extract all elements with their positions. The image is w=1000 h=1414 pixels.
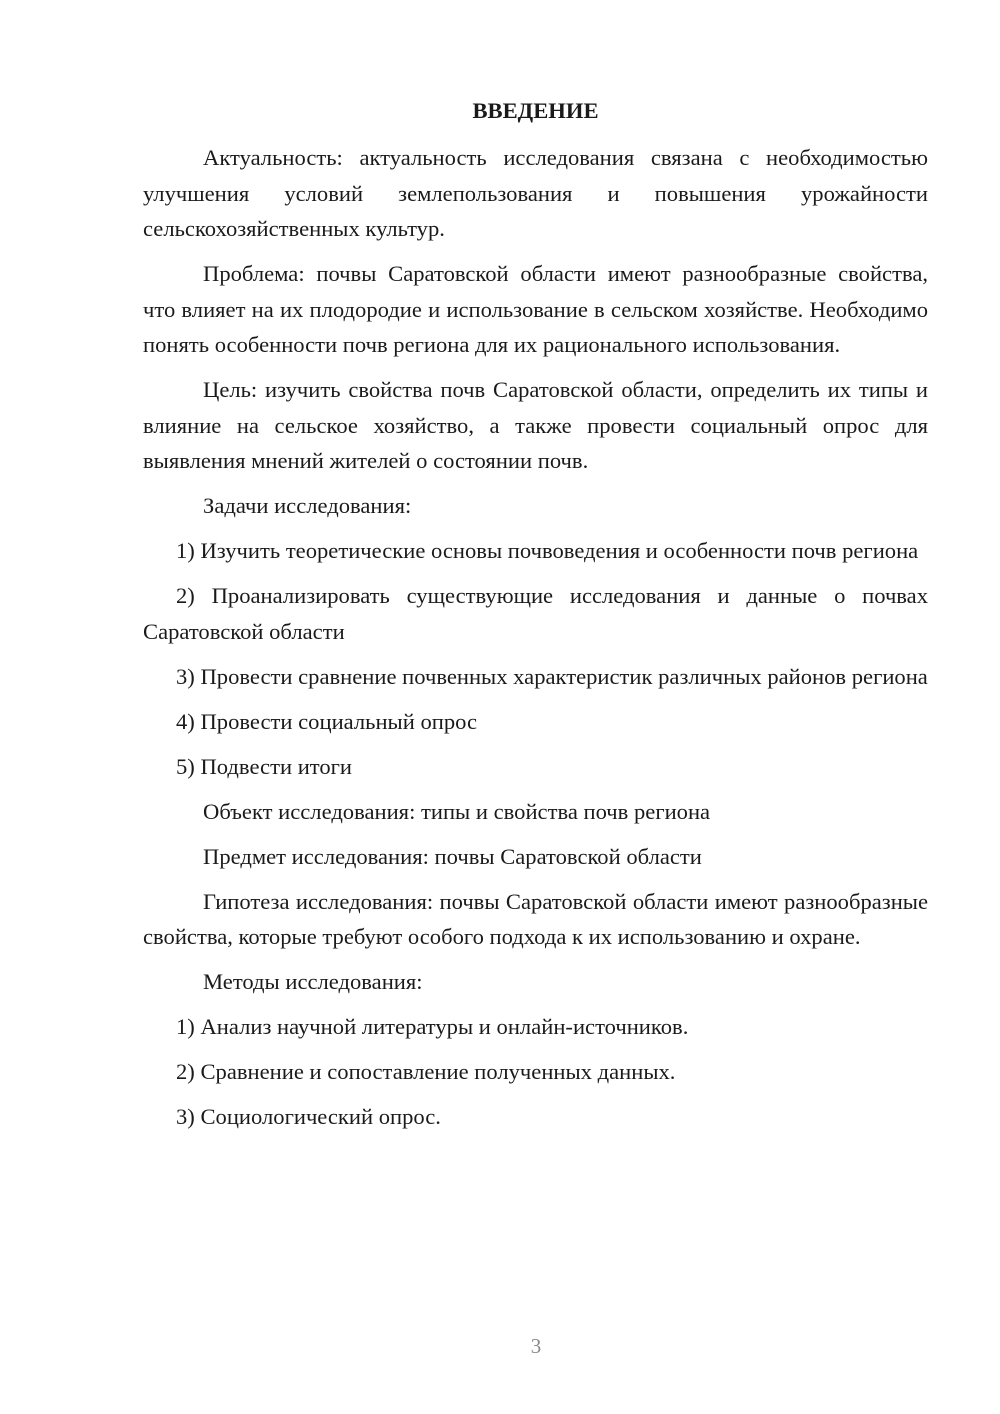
page-number: 3 bbox=[530, 1334, 542, 1358]
methods-heading: Методы исследования: bbox=[203, 969, 423, 994]
method-item: 2) Сравнение и сопоставление полученных данных. bbox=[176, 1059, 676, 1084]
task-item: 1) Изучить теоретические основы почвоведения и особенности почв региона bbox=[176, 538, 919, 563]
document-title: ВВЕДЕНИЕ bbox=[472, 98, 599, 123]
method-item: 1) Анализ научной литературы и онлайн-источников. bbox=[176, 1014, 689, 1039]
method-item: 3) Социологический опрос. bbox=[176, 1104, 441, 1129]
relevance-paragraph: Актуальность: актуальность исследования связана с необходимостью улучшения условий землепользования и повышения урожайности сельскохозяйственных культур. bbox=[143, 145, 928, 241]
hypothesis-paragraph: Гипотеза исследования: почвы Саратовской области имеют разнообразные свойства, которые требуют особого подхода к их использованию и охране. bbox=[143, 888, 928, 949]
task-item: 4) Провести социальный опрос bbox=[176, 708, 478, 734]
problem-paragraph: Проблема: почвы Саратовской области имеют разнообразные свойства, что влияет на их плодородие и использование в сельском хозяйстве. Необходимо понять особенности почв региона для их рационального использования. bbox=[143, 261, 928, 357]
goal-paragraph: Цель: изучить свойства почв Саратовской области, определить их типы и влияние на сельское хозяйство, а также провести социальный опрос для выявления мнений жителей о состоянии почв. bbox=[143, 377, 928, 473]
document-page bbox=[143, 95, 928, 1144]
subject-line: Предмет исследования: почвы Саратовской области bbox=[203, 843, 702, 869]
task-item: 5) Подвести итоги bbox=[176, 753, 353, 779]
tasks-heading: Задачи исследования: bbox=[203, 493, 412, 518]
task-item: 3) Провести сравнение почвенных характеристик различных районов региона bbox=[176, 663, 928, 689]
task-item: 2) Проанализировать существующие исследования и данные о почвах Саратовской области bbox=[143, 583, 928, 644]
object-line: Объект исследования: типы и свойства почв региона bbox=[203, 798, 711, 824]
